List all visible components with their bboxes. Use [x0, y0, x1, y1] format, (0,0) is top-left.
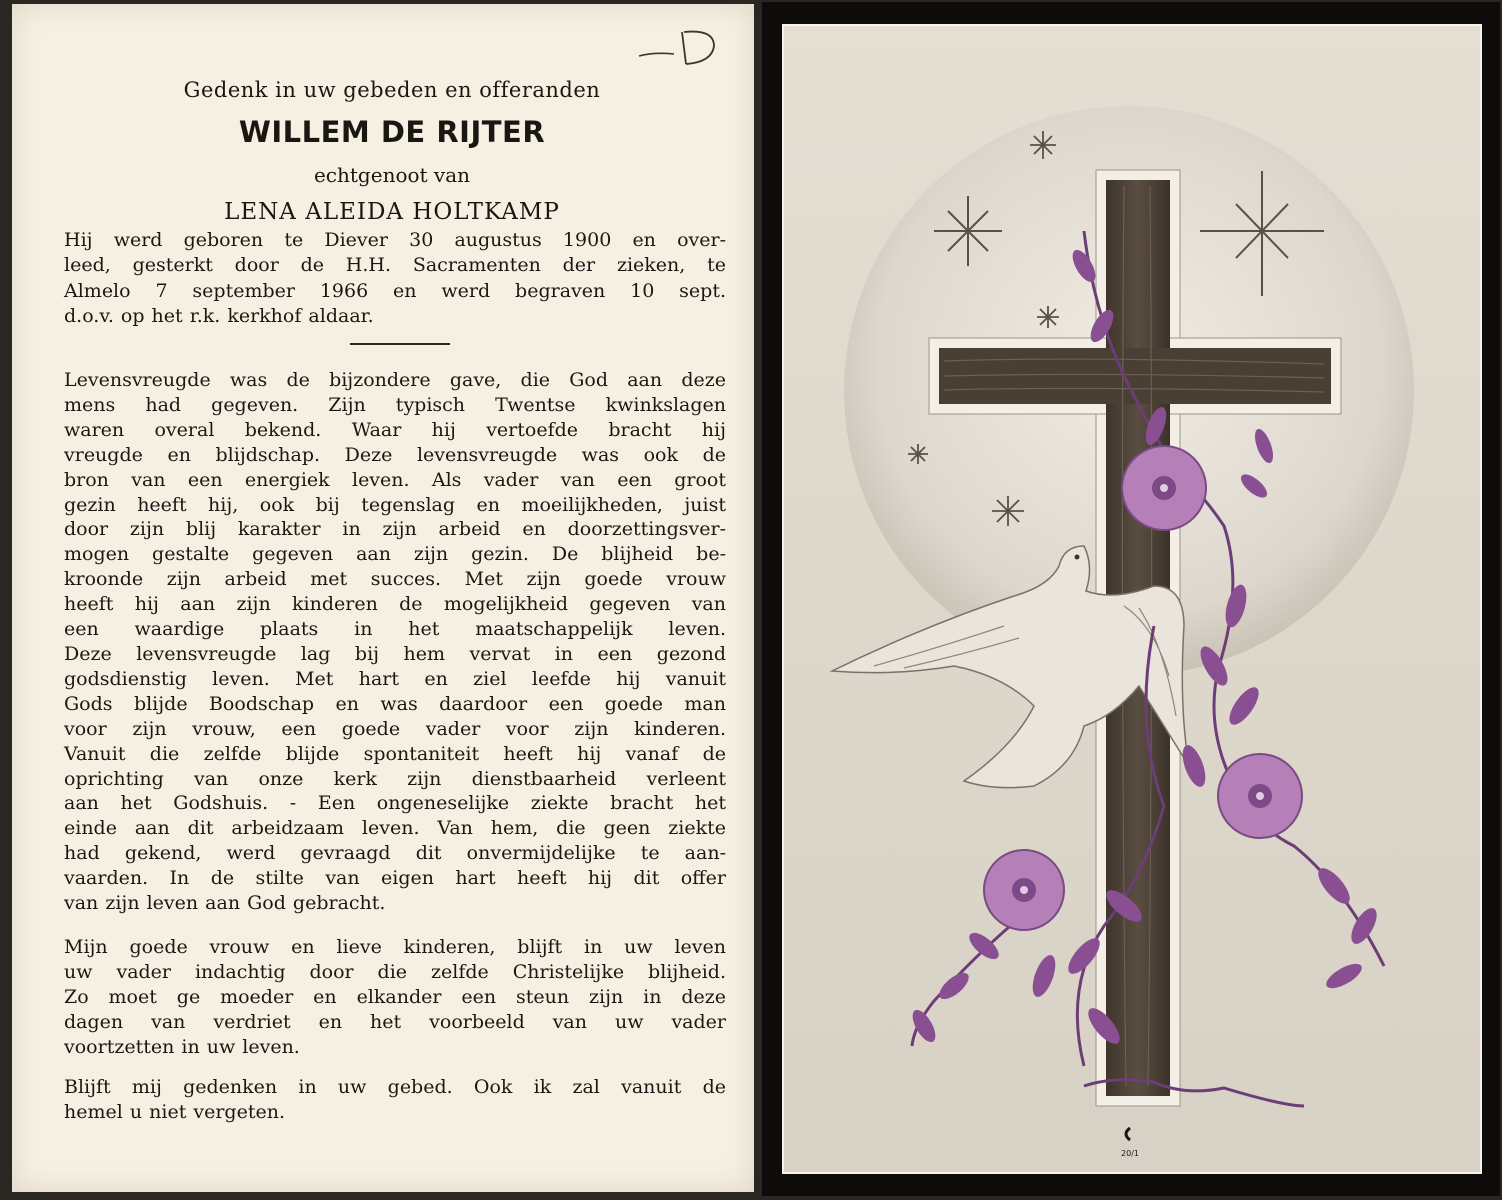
bio-line: Hij werd geboren te Diever 30 augustus 1900 en over- — [64, 229, 726, 251]
star-icon — [908, 444, 928, 464]
text-line: kroonde zijn arbeid met succes. Met zijn goede vrouw — [64, 568, 726, 591]
devotional-image-card — [762, 2, 1500, 1196]
text-line: een waardige plaats in het maatschappelijk leven. — [64, 618, 726, 641]
main-paragraph — [64, 368, 726, 916]
text-line: voor zijn vrouw, een goede vader voor zijn kinderen. — [64, 717, 726, 740]
card-heading — [52, 74, 732, 228]
text-line: van zijn leven aan God gebracht. — [64, 892, 386, 915]
text-line: bron van een energiek leven. Als vader van een groot — [64, 468, 726, 491]
text-line: Vanuit die zelfde blijde spontaniteit heeft hij vanaf de — [64, 742, 726, 765]
text-line: heeft hij aan zijn kinderen de mogelijkheid gegeven van — [64, 593, 726, 616]
text-line: had gekend, werd gevraagd dit onvermijdelijke te aan- — [64, 842, 726, 865]
relation-line: echtgenoot van — [313, 163, 471, 187]
text-line: hemel u niet vergeten. — [64, 1100, 285, 1123]
text-line: Deze levensvreugde lag bij hem vervat in een gezond — [64, 642, 726, 665]
bio-line: leed, gesterkt door de H.H. Sacramenten der zieken, te — [64, 254, 726, 277]
text-line: Blijft mij gedenken in uw gebed. Ook ik zal vanuit de — [64, 1076, 726, 1098]
closing-paragraph — [64, 935, 726, 1060]
flower-icon — [1122, 446, 1206, 530]
text-line: godsdienstig leven. Met hart en ziel leefde hij vanuit — [64, 667, 726, 690]
text-line: vreugde en blijdschap. Deze levensvreugde was ook de — [64, 443, 726, 466]
text-line: Gods blijde Boodschap en was daardoor een goede man — [64, 692, 726, 715]
text-line: dagen van verdriet en het voorbeeld van uw vader — [64, 1010, 726, 1033]
print-number: 20/1 — [1121, 1149, 1139, 1158]
text-line: voortzetten in uw leven. — [64, 1035, 300, 1058]
text-line: door zijn blij karakter in zijn arbeid en doorzettingsver- — [64, 518, 726, 541]
intro-line: Gedenk in uw gebeden en offeranden — [183, 78, 601, 102]
flower-icon — [1218, 754, 1302, 838]
text-line: Mijn goede vrouw en lieve kinderen, blijft in uw leven — [64, 936, 726, 958]
text-line: Zo moet ge moeder en elkander een steun zijn in deze — [64, 985, 726, 1008]
text-line: aan het Godshuis. - Een ongeneselijke ziekte bracht het — [64, 792, 726, 815]
text-line: mens had gegeven. Zijn typisch Twentse kwinkslagen — [64, 393, 726, 416]
handwritten-mark — [634, 24, 724, 69]
text-line: mogen gestalte gegeven aan zijn gezin. De blijheid be- — [64, 543, 726, 566]
cross-dove-illustration — [784, 26, 1480, 1172]
bio-line: d.o.v. op het r.k. kerkhof aldaar. — [64, 304, 374, 327]
text-line: oprichting van onze kerk zijn dienstbaarheid verleent — [64, 767, 726, 790]
image-frame — [782, 24, 1482, 1174]
flower-icon — [984, 850, 1064, 930]
text-line: Levensvreugde was de bijzondere gave, die God aan deze — [64, 369, 726, 391]
bio-paragraph — [64, 228, 726, 329]
deceased-name: WILLEM DE RIJTER — [238, 115, 546, 149]
text-line: einde aan dit arbeidzaam leven. Van hem, die geen ziekte — [64, 817, 726, 840]
bio-line: Almelo 7 september 1966 en werd begraven 10 sept. — [64, 279, 726, 302]
farewell-paragraph — [64, 1075, 726, 1125]
memorial-text-card — [12, 4, 754, 1192]
text-line: vaarden. In de stilte van eigen hart heeft hij dit offer — [64, 867, 726, 890]
text-line: gezin heeft hij, ook bij tegenslag en moeilijkheden, juist — [64, 493, 726, 516]
text-line: waren overal bekend. Waar hij vertoefde bracht hij — [64, 418, 726, 441]
text-line: uw vader indachtig door die zelfde Christelijke blijheid. — [64, 960, 726, 983]
divider-rule — [350, 343, 450, 345]
spouse-name: LENA ALEIDA HOLTKAMP — [224, 199, 560, 225]
star-icon — [992, 496, 1024, 526]
star-icon — [1037, 306, 1059, 328]
